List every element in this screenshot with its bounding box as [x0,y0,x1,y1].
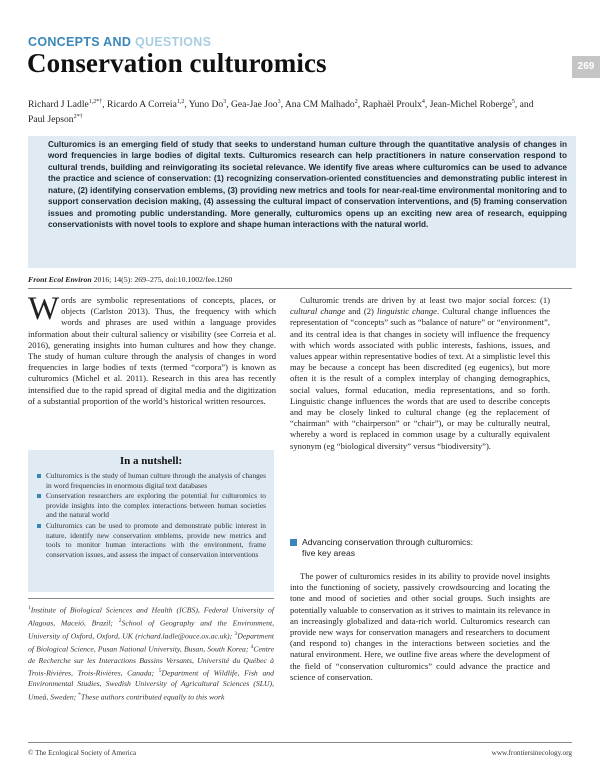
nutshell-heading: In a nutshell: [119,455,183,467]
culturomic-trends-paragraph [290,295,550,452]
intro-text: ords are symbolic representations of concepts, places, or objects (Carlston 2013). Thus, the frequency with which words and phrases are used within a language provides information about their cultural saliency or visibility (see Correia et al. 2016), generating insights into human cultures and how they change. The study of human culture through the analysis of changes in word frequencies in large bodies of texts (termed “corpora”) is known as culturomics (Michel et al. 2011). Research in this area has recently intensified due to the rapid spread of digital media and the digitization of a substantial proportion of the world’s historical written resources. [28,295,276,406]
affiliations [28,603,274,703]
section-label-questions: QUESTIONS [134,35,212,49]
affiliation-divider [28,598,274,599]
affil-mark: 3 [234,631,238,638]
body-italic: linguistic change [377,306,437,317]
body-italic: cultural change [290,306,346,317]
body-text: . Cultural change influences the representation of “concepts” such as “balance of nature” or “environment”, and its central idea is that changes in society will influence the frequency with which words associated with public interests, fashions, issues, and values appear within representative bodies of text. At a simplistic level this may be because a concept has been discredited (eg eugenics), but more often it is the result of a complex interplay of changing demographics, social values, formal education, media representations, and so forth. Linguistic change influences the words that are used to describe concepts and may be closely linked to cultural change (eg the replacement of “chairman” with “chairperson” or “chair”), or may be culturally neutral, whereby a word is replaced in common usage by a culturally equivalent synonym (eg “biological diversity” versus “biodiversity”). [290,306,551,451]
author-affil-mark: 4 [421,99,425,105]
section-subheading [290,537,550,559]
author-name: , Yuno Do [184,99,224,111]
affil-mark: 2 [118,618,122,625]
affil-mark: 1 [28,605,31,611]
affil-mark: 4 [250,644,254,651]
author-affil-mark: 2 [354,99,358,105]
nutshell-list [36,471,266,559]
footer-copyright: © The Ecological Society of America [28,749,137,757]
body-text: and (2) [345,306,378,317]
affil-text: School of Geography and the Environment, University of Oxford, Oxford, UK (richard.ladle@ouce.ox.ac.uk); [28,618,274,641]
divider [28,288,572,289]
footer-divider [28,742,572,743]
abstract-box [28,136,576,268]
power-paragraph: The power of culturomics resides in its ability to provide novel insights into the functioning of society, passively crowdsourcing and locating the tone and mood of societies and other social groups. Such insights are potentially valuable to conservation as it strives to maintain its relevance in an increasingly globalized and data-rich world. Culturomics research can provide new ways for conservation managers and researchers to document (and respond to) changes in the interactions between societies and the natural environment. Here, we outline five areas where the development of the field of “conservation culturomics” could advance the practice and science of conservation. [290,571,550,682]
left-column [28,291,276,407]
citation-line [28,275,232,284]
affil-mark: * [78,691,81,698]
article-title: Conservation culturomics [27,48,327,78]
nutshell-item: Culturomics can be used to promote and demonstrate public interest in nature, identify new conservation emblems, provide new metrics and tools to monitor human interactions with the environment, frame conservation issues, and assess the impact of conservation interventions [36,521,266,559]
square-bullet-icon [290,539,297,546]
abstract-text: Culturomics is an emerging field of study that seeks to understand human culture through the quantitative analysis of changes in word frequencies in large bodies of digital texts. Culturomics research can help practitioners in nature conservation respond to cultural trends, building and reinvigorating its societal relevance. We identify five areas where culturomics can be used to advance the practice and science of conservation: (1) recognizing conservation-oriented constituencies and demonstrating public interest in nature, (2) identifying conservation emblems, (3) providing new metrics and tools for near-real-time environmental monitoring and to support conservation decision making, (4) assessing the cultural impact of conservation interventions, and (5) framing conservation issues and promoting public understanding. More generally, culturomics opens up an exciting new area of research, equipping conservationists with novel tools to explore and shape human interactions with the natural world. [48,140,567,230]
affil-text: Department of Wildlife, Fish and Environmental Studies, Swedish University of Agricultural Sciences (SLU), Umeå, Sweden; [28,668,274,702]
section-label [28,35,211,49]
footer-url: www.frontiersinecology.org [491,749,572,757]
right-column-lower [290,571,550,683]
author-affil-mark: 1,2*† [88,99,103,105]
affil-text: Department of Biological Science, Pusan National University, Busan, South Korea; [28,631,274,655]
citation-details: 2016; 14(5): 269–275, doi:10.1002/fee.1260 [91,275,233,284]
author-name: , Gea-Jae Joo [226,99,278,111]
intro-paragraph [28,291,276,407]
author-name: , and Paul Jepson [28,99,534,126]
subheading-line-2: five key areas [302,548,356,558]
author-affil-mark: 2*† [73,114,83,121]
nutshell-item: Conservation researchers are exploring the potential for culturomics to provide insights into the complex interactions between human societies and the natural world [36,491,266,520]
affil-mark: 5 [158,668,162,675]
author-affil-mark: 3 [223,99,227,105]
author-name: , Ricardo A Correia [102,99,177,111]
author-affil-mark: 5 [511,99,515,105]
author-name: , Raphaël Proulx [357,99,422,111]
author-affil-mark: 3 [277,99,281,105]
affil-text: Centre de Recherche sur les Interactions Bassins Versants, Université du Québec à Trois-Rivières, Trois-Rivières, Canada; [28,645,274,678]
subheading-line-1: Advancing conservation through culturomics: [302,537,474,547]
author-list [28,96,548,126]
nutshell-box [28,450,274,592]
affil-text: Institute of Biological Sciences and Health (ICBS), Federal University of Alagoas, Maceió, Brazil; [28,605,274,628]
section-label-concepts: CONCEPTS AND [28,35,132,49]
page-number-tab: 269 [572,56,600,78]
journal-name: Front Ecol Environ [28,275,92,284]
affil-text: These authors contributed equally to this work [80,692,225,702]
nutshell-item: Culturomics is the study of human culture through the analysis of changes in word frequencies in enormous digital text databases [36,471,266,490]
author-name: Richard J Ladle [28,99,89,111]
author-name: , Jean-Michel Roberge [424,99,512,111]
author-affil-mark: 1,2 [176,99,185,105]
drop-cap: W [28,291,60,327]
right-column [290,295,550,452]
body-text: Culturomic trends are driven by at least two major social forces: (1) [300,295,550,305]
author-name: , Ana CM Malhado [280,99,355,111]
